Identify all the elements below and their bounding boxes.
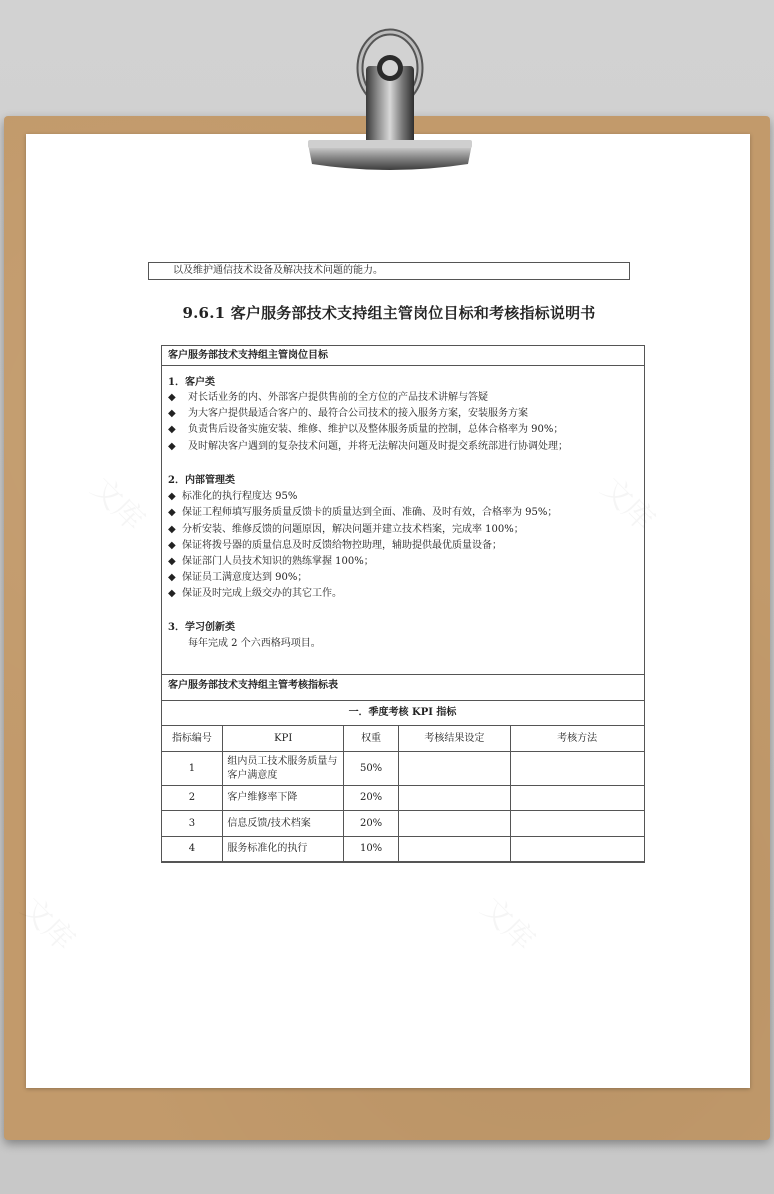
list-item: ◆ 保证及时完成上级交办的其它工作。 (168, 588, 342, 599)
list-item: ◆ 为大客户提供最适合客户的、最符合公司技术的接入服务方案，安装服务方案 (168, 408, 528, 419)
section-title-customer: 1．客户类 (168, 377, 215, 388)
kpi-section (161, 675, 645, 863)
diamond-bullet-icon: ◆ (168, 491, 176, 502)
list-item: ◆ 及时解决客户遇到的复杂技术问题，并将无法解决问题及时提交系统部进行协调处理； (168, 441, 568, 452)
column-header: 考核方法 (510, 726, 644, 752)
diamond-bullet-icon: ◆ (168, 588, 176, 599)
column-header: 权重 (344, 726, 399, 752)
list-item: ◆ 对长话业务的内、外部客户提供售前的全方位的产品技术讲解与答疑 (168, 392, 488, 403)
diamond-bullet-icon: ◆ (168, 392, 176, 403)
continuation-text: 以及维护通信技术设备及解决技术问题的能力。 (148, 262, 630, 280)
column-header: 考核结果设定 (399, 726, 511, 752)
table-row: 2 客户维修率下降 20% (161, 786, 644, 811)
kpi-header: 客户服务部技术支持组主管考核指标表 (162, 675, 644, 701)
section-title-internal: 2．内部管理类 (168, 475, 235, 486)
document-title: 9.6.1 客户服务部技术支持组主管岗位目标和考核指标说明书 (182, 304, 596, 322)
list-item: ◆ 负责售后设备实施安装、维修、维护以及整体服务质量的控制，总体合格率为 90%； (168, 424, 564, 435)
diamond-bullet-icon: ◆ (168, 556, 176, 567)
kpi-table (161, 725, 645, 862)
table-row: 4 服务标准化的执行 10% (161, 837, 644, 862)
list-item: ◆ 分析安装、维修反馈的问题原因，解决问题并建立技术档案，完成率 100%； (168, 524, 524, 535)
diamond-bullet-icon: ◆ (168, 507, 176, 518)
diamond-bullet-icon: ◆ (168, 424, 176, 435)
learning-text: 每年完成 2 个六西格玛项目。 (188, 638, 321, 649)
table-header-row (161, 726, 644, 752)
section-title-learning: 3．学习创新类 (168, 622, 235, 633)
list-item: ◆ 保证员工满意度达到 90%； (168, 572, 308, 583)
column-header: KPI (223, 726, 344, 752)
goals-section (161, 345, 645, 675)
column-header: 指标编号 (161, 726, 223, 752)
list-item: ◆ 标准化的执行程度达 95% (168, 491, 298, 502)
list-item: ◆ 保证将拨号器的质量信息及时反馈给物控助理，辅助提供最优质量设备； (168, 540, 502, 551)
list-item: ◆ 保证工程师填写服务质量反馈卡的质量达到全面、准确、及时有效，合格率为 95%； (168, 507, 558, 518)
diamond-bullet-icon: ◆ (168, 441, 176, 452)
diamond-bullet-icon: ◆ (168, 572, 176, 583)
diamond-bullet-icon: ◆ (168, 540, 176, 551)
table-row: 3 信息反馈/技术档案 20% (161, 811, 644, 837)
diamond-bullet-icon: ◆ (168, 408, 176, 419)
table-row: 1 组内员工技术服务质量与客户满意度 50% (161, 752, 644, 786)
diamond-bullet-icon: ◆ (168, 524, 176, 535)
goals-header: 客户服务部技术支持组主管岗位目标 (162, 346, 644, 366)
kpi-subheader: 一．季度考核 KPI 指标 (348, 707, 457, 718)
list-item: ◆ 保证部门人员技术知识的熟练掌握 100%； (168, 556, 374, 567)
